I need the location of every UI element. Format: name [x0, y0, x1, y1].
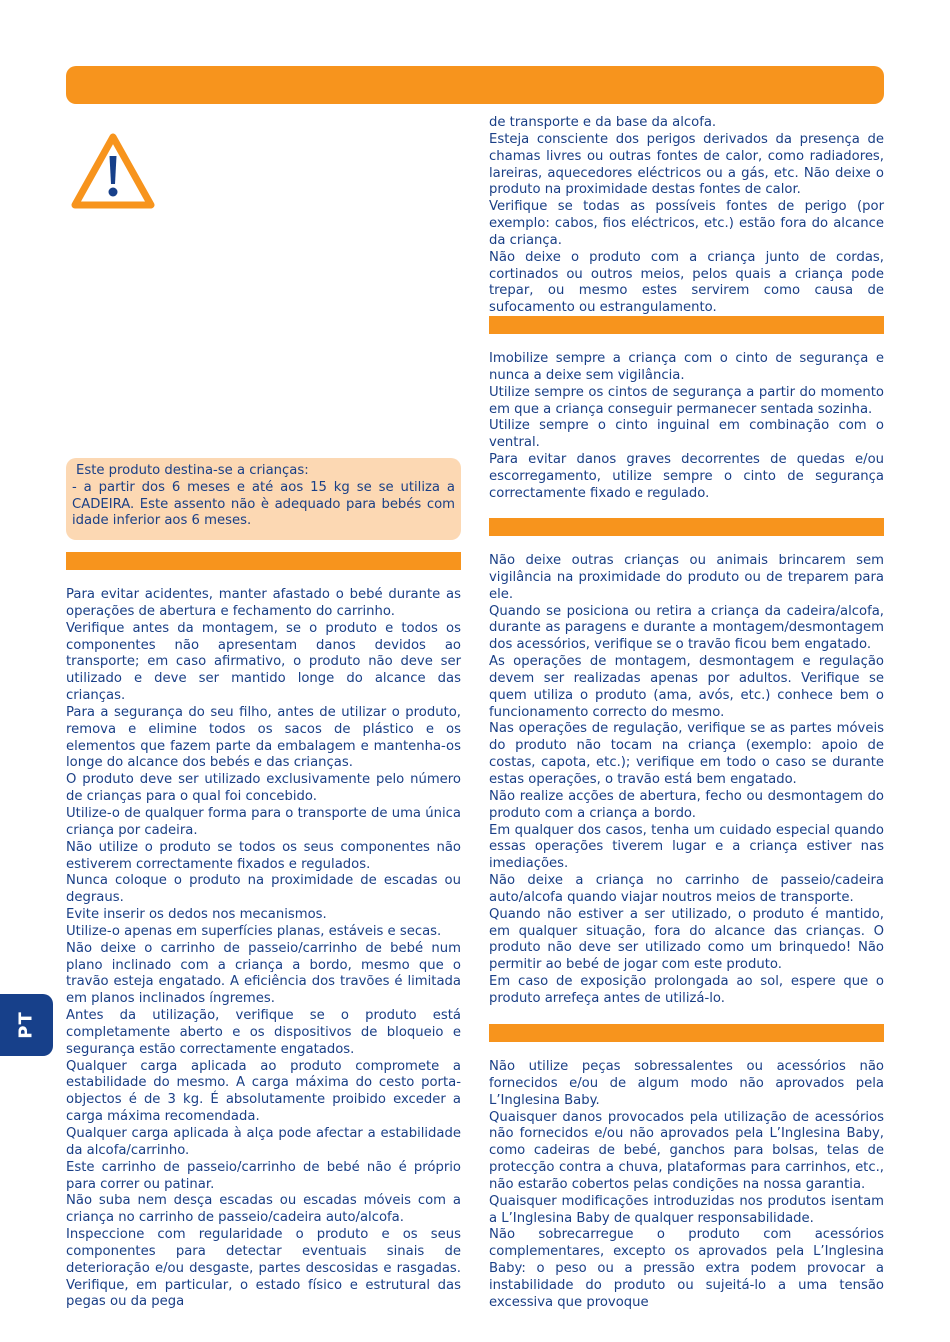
paragraph: Este carrinho de passeio/carrinho de bebé não é próprio para correr ou patinar.	[66, 1159, 461, 1192]
paragraph: Imobilize sempre a criança com o cinto de segurança e nunca a deixe sem vigilância.	[489, 351, 884, 383]
paragraph: Verifique se todas as possíveis fontes de perigo (por exemplo: cabos, fios eléctricos, etc.) estão fora do alcance da criança.	[489, 199, 884, 248]
right-section-4-text	[489, 1059, 884, 1312]
right-section-2-text	[489, 351, 884, 503]
section-bar-general	[66, 552, 461, 570]
age-notice-line-1: Este produto destina-se a crianças:	[76, 463, 309, 478]
paragraph: As operações de montagem, desmontagem e regulação devem ser realizadas apenas por adultos. Verifique se quem utiliza o produto (ama, avós, etc.) conhece bem o funcionamento correcto do mesmo.	[489, 654, 884, 720]
age-notice-box	[66, 458, 461, 540]
paragraph: Utilize sempre o cinto inguinal em combinação com o ventral.	[489, 418, 884, 451]
right-section-3-text	[489, 553, 884, 1008]
section-bar-safety-belt	[489, 316, 884, 334]
paragraph: Não deixe o produto com a criança junto de cordas, cortinados ou outros meios, pelos quais a criança pode trepar, ou mesmo estes servirem como causa de sufocamento ou estrangulamento.	[489, 249, 884, 316]
paragraph: Qualquer carga aplicada à alça pode afectar a estabilidade da alcofa/carrinho.	[66, 1126, 461, 1158]
paragraph: Quaisquer modificações introduzidas nos produtos isentam a L’Inglesina Baby de qualquer responsabilidade.	[489, 1193, 884, 1226]
paragraph: Em qualquer dos casos, tenha um cuidado especial quando essas operações tiverem lugar e a criança estiver nas imediações.	[489, 822, 884, 872]
language-tab	[0, 994, 53, 1056]
paragraph: Utilize-o de qualquer forma para o transporte de uma única criança por cadeira.	[66, 805, 461, 838]
paragraph: Antes da utilização, verifique se o produto está completamente aberto e os dispositivos de bloqueio e segurança estão correctamente engatados.	[66, 1008, 461, 1057]
language-tab-label: PT	[15, 1011, 37, 1039]
paragraph: Para evitar acidentes, manter afastado o bebé durante as operações de abertura e fechamento do carrinho.	[66, 587, 461, 619]
paragraph: Quando não estiver a ser utilizado, o produto é mantido, em qualquer situação, fora do alcance das crianças. O produto não deve ser utilizado como um brinquedo! Não permitir ao bebé de jogar com este produto.	[489, 906, 884, 973]
section-bar-usage	[489, 518, 884, 536]
paragraph: Não deixe o carrinho de passeio/carrinho de bebé num plano inclinado com a criança a bordo, mesmo que o travão esteja engatado. A eficiência dos travões é limitada em planos inclinados íngremes.	[66, 940, 461, 1007]
paragraph: Em caso de exposição prolongada ao sol, espere que o produto arrefeça antes de utilizá-lo.	[489, 974, 884, 1006]
paragraph: Qualquer carga aplicada ao produto compromete a estabilidade do mesmo. A carga máxima do cesto porta-objectos é de 3 kg. É absolutamente proibido exceder a carga máxima recomendada.	[66, 1058, 461, 1125]
paragraph: Evite inserir os dedos nos mecanismos.	[66, 907, 327, 923]
paragraph: Nas operações de regulação, verifique se as partes móveis do produto não tocam na criança (exemplo: apoio de costas, capota, etc.); verifique em todo o caso se durante estas operações, o travão está bem engatado.	[489, 721, 884, 787]
paragraph: O produto deve ser utilizado exclusivamente pelo número de crianças para o qual foi concebido.	[66, 772, 461, 805]
left-column-text	[66, 587, 461, 1311]
right-section-1-text	[489, 115, 884, 317]
paragraph: Não realize acções de abertura, fecho ou desmontagem do produto com a criança a bordo.	[489, 788, 884, 821]
age-notice-line-2: - a partir dos 6 meses e até aos 15 kg se se utiliza a CADEIRA. Este assento não è adequado para bebés com idade inferior aos 6 meses.	[72, 479, 455, 529]
paragraph: Para a segurança do seu filho, antes de utilizar o produto, remova e elimine todos os sacos de plástico e os elementos que fazem parte da embalagem e mantenha-os longe do alcance dos bebés e das crianças.	[66, 704, 461, 771]
paragraph: Não sobrecarregue o produto com acessórios complementares, excepto os aprovados pela L’Inglesina Baby: o peso ou a pressão extra podem provocar a instabilidade do produto ou sujeitá-lo a uma tensão excessiva que provoque	[489, 1227, 884, 1310]
paragraph: Quando se posiciona ou retira a criança da cadeira/alcofa, durante as paragens e durante a montagem/desmontagem dos acessórios, verifique se o travão ficou bem engatado.	[489, 603, 884, 653]
paragraph: Verifique antes da montagem, se o produto e todos os componentes não apresentam danos devidos ao transporte; em caso afirmativo, o produto não deve ser utilizado e deve ser mantido longe do alcance das crianças.	[66, 620, 461, 704]
paragraph: Não suba nem desça escadas ou escadas móveis com a criança no carrinho de passeio/cadeira auto/alcofa.	[66, 1193, 461, 1226]
top-header-banner	[66, 66, 884, 104]
paragraph: Utilize-o apenas em superfícies planas, estáveis e secas.	[66, 923, 442, 939]
paragraph: Não deixe outras crianças ou animais brincarem sem vigilância na proximidade do produto ou de treparem para ele.	[489, 553, 884, 602]
paragraph: Esteja consciente dos perigos derivados da presença de chamas livres ou outras fontes de calor, como radiadores, lareiras, aquecedores eléctricos ou a gás, etc. Não deixe o produto na proximidade destas fontes de calor.	[489, 131, 884, 198]
paragraph: Para evitar danos graves decorrentes de quedas e/ou escorregamento, utilize sempre o cinto de segurança correctamente fixado e regulado.	[489, 452, 884, 501]
warning-triangle-icon	[70, 132, 156, 210]
paragraph: Não deixe a criança no carrinho de passeio/cadeira auto/alcofa quando viajar noutros meios de transporte.	[489, 873, 884, 905]
paragraph: Quaisquer danos provocados pela utilização de acessórios não fornecidos e/ou não aprovados pela L’Inglesina Baby, como cadeiras de bebé, ganchos para bolsas, telas de protecção contra a chuva, plataformas para carrinhos, etc., não estarão cobertos pelas condições na nossa garantia.	[489, 1109, 884, 1192]
paragraph: Utilize sempre os cintos de segurança a partir do momento em que a criança conseguir permanecer sentada sozinha.	[489, 384, 884, 417]
paragraph: Não utilize o produto se todos os seus componentes não estiverem correctamente fixados e regulados.	[66, 839, 461, 872]
paragraph: Inspeccione com regularidade o produto e os seus componentes para detectar eventuais sinais de deterioração e/ou desgaste, partes descosidas e rasgadas. Verifique, em particular, o estado físico e estrutural das pegas ou da pega	[66, 1227, 461, 1310]
paragraph: Nunca coloque o produto na proximidade de escadas ou degraus.	[66, 873, 461, 906]
paragraph: de transporte e da base da alcofa.	[489, 115, 717, 130]
section-bar-accessories	[489, 1024, 884, 1042]
paragraph: Não utilize peças sobressalentes ou acessórios não fornecidos e/ou de algum modo não aprovados pela L’Inglesina Baby.	[489, 1059, 884, 1108]
